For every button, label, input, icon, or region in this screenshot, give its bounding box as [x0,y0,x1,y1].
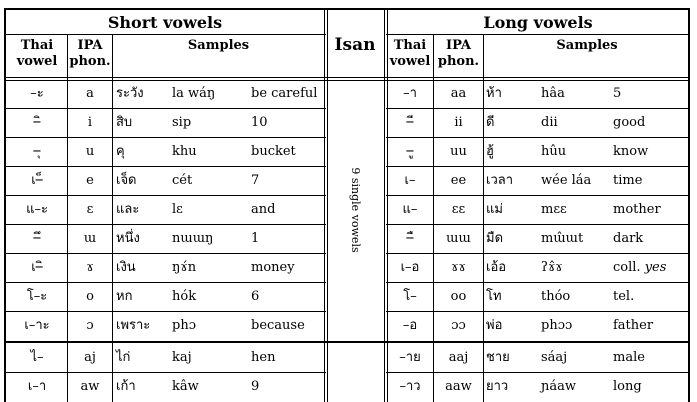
short-vowels-title: Short vowels [107,13,223,32]
table-cell-s-ipa: a [86,86,94,101]
table-cell-s-gloss: 9 [251,379,260,394]
table-cell-l-ipa: oo [450,289,467,304]
table-cell-l-gloss: long [613,379,642,394]
table-cell-s-thai: –ึ [33,231,41,246]
table-cell-s-trans: khu [172,144,197,159]
table-cell-l-gloss: father [613,318,654,333]
table-cell-s-word: เงิน [116,260,136,275]
table-cell-s-thai: เ–็ [31,173,43,188]
table-cell-l-word: พ่อ [486,318,503,333]
table-cell-l-gloss: tel. [613,289,635,304]
table-cell-s-ipa: ɔ [86,318,94,333]
table-cell-s-ipa: aj [84,350,96,365]
isan-heading: Isan [334,35,376,55]
col-divider-isan-left [324,10,328,402]
table-cell-s-thai: เ–ิ [31,260,43,275]
table-cell-s-trans: hók [172,289,197,304]
table-cell-l-gloss: time [613,173,643,188]
table-cell-s-ipa: e [86,173,94,188]
table-cell-l-gloss: dark [613,231,644,246]
table-cell-l-trans: wée láa [541,173,592,188]
table-cell-s-word: หก [116,289,133,304]
table-cell-l-word: ชาย [486,350,510,365]
table-cell-s-ipa: ɤ [86,260,94,275]
table-cell-s-ipa: o [86,289,94,304]
table-cell-s-word: ระวัง [116,86,144,101]
row-divider [6,195,326,196]
table-cell-l-trans: phɔɔ [541,318,573,333]
table-cell-l-ipa: ii [454,115,463,130]
table-cell-l-ipa: ɯɯ [446,231,471,246]
table-cell-s-gloss: and [251,202,276,217]
header-divider [6,77,690,81]
samples-header: Samples [556,38,618,53]
ipa-phon-header: IPA phon. [69,38,111,69]
row-divider [386,224,690,225]
table-cell-l-trans: thóo [541,289,571,304]
long-vowels-title: Long vowels [483,13,593,32]
table-cell-l-ipa: aaw [445,379,472,394]
row-divider [386,137,690,138]
table-cell-s-word: เพราะ [116,318,151,333]
table-cell-l-word: ยาว [486,379,509,394]
row-divider [386,34,690,35]
table-cell-s-trans: la wáŋ [172,86,216,101]
table-cell-s-gloss: hen [251,350,276,365]
table-cell-l-thai: แ– [402,202,418,217]
table-cell-s-trans: phɔ [172,318,196,333]
table-cell-l-word: แม่ [486,202,503,217]
table-cell-s-thai: โ–ะ [26,289,48,304]
table-cell-s-thai: –ะ [30,86,44,101]
table-cell-s-thai: ไ– [30,350,44,365]
col-divider [112,34,113,402]
table-cell-l-ipa: ɛɛ [451,202,466,217]
table-cell-s-ipa: ɯ [83,231,97,246]
table-cell-l-trans: mɛɛ [541,202,567,217]
table-cell-l-trans: mɯ̂ɯt [541,231,584,246]
table-cell-s-trans: kâw [172,379,199,394]
table-cell-s-gloss: be careful [251,86,318,101]
samples-header: Samples [187,38,250,53]
table-cell-l-word: เอ้อ [486,260,507,275]
thai-vowel-header: Thai vowel [389,38,431,69]
table-cell-l-thai: –า [403,86,417,101]
table-cell-s-ipa: aw [80,379,100,394]
table-cell-l-gloss: male [613,350,645,365]
table-cell-l-thai: –าย [399,350,421,365]
row-divider [386,195,690,196]
row-divider [6,311,326,312]
table-cell-l-gloss: good [613,115,646,130]
row-divider [6,137,326,138]
table-cell-s-ipa: ɛ [86,202,94,217]
table-cell-l-gloss [613,261,689,275]
single-vowels-note: 9 single vowels [349,167,362,253]
table-cell-s-gloss: 10 [251,115,268,130]
table-cell-l-thai: –ี [406,115,414,130]
table-cell-l-word: ฮู้ [486,144,494,159]
table-cell-l-word: โท [486,289,502,304]
row-divider [386,311,690,312]
table-cell-l-ipa: ɤɤ [451,260,466,275]
row-divider [6,34,326,35]
table-cell-l-gloss: 5 [613,86,622,101]
row-divider [6,224,326,225]
table-cell-l-thai: –ู [406,144,414,159]
table-cell-s-word: สิบ [116,115,133,130]
table-cell-l-ipa: ee [450,173,467,188]
table-cell-s-gloss: money [251,260,295,275]
row-divider [386,253,690,254]
table-cell-s-gloss: bucket [251,144,296,159]
row-divider [6,253,326,254]
row-divider [386,372,690,373]
row-divider [6,108,326,109]
table-cell-l-thai: –าว [399,379,421,394]
table-cell-s-gloss: 6 [251,289,260,304]
table-cell-l-trans: sáaj [541,350,568,365]
table-cell-s-gloss: 1 [251,231,260,246]
table-cell-s-trans: kaj [172,350,192,365]
row-divider [386,282,690,283]
table-cell-l-trans: ʔɤ̂ɤ [541,260,563,275]
col-divider [483,34,484,402]
ipa-phon-header: IPA phon. [437,38,480,69]
table-cell-l-trans: hûu [541,144,567,159]
row-divider [6,282,326,283]
table-cell-s-thai: แ–ะ [26,202,48,217]
table-cell-s-trans: ŋɤ́n [172,260,197,275]
table-cell-s-word: เจ็ด [116,173,137,188]
table-cell-s-gloss: 7 [251,173,260,188]
row-divider [6,372,326,373]
row-divider [386,108,690,109]
gloss-emphasis: yes [644,260,667,275]
row-divider [386,166,690,167]
row-divider [6,166,326,167]
table-cell-l-trans: ɲáaw [541,379,576,394]
table-cell-s-word: ไก่ [116,350,131,365]
gloss-text: coll. [613,260,645,275]
table-cell-l-gloss: know [613,144,649,159]
table-cell-l-ipa: ɔɔ [451,318,466,333]
table-cell-s-trans: nɯɯŋ [172,231,214,246]
table-cell-s-thai: –ิ [33,115,41,130]
table-cell-l-thai: โ– [403,289,417,304]
group-divider [6,341,690,343]
thai-vowel-header: Thai vowel [16,38,58,69]
table-cell-s-word: หนึ่ง [116,231,140,246]
table-cell-l-thai: เ–อ [400,260,420,275]
table-cell-l-trans: dii [541,115,558,130]
table-cell-l-ipa: aa [450,86,467,101]
table-cell-s-word: และ [116,202,140,217]
table-cell-l-thai: –ื [406,231,414,246]
table-cell-s-thai: –ุ [33,144,41,159]
table-cell-s-word: เก้า [116,379,136,394]
table-cell-s-thai: เ–า [27,379,47,394]
table-cell-s-ipa: u [85,144,95,159]
table-cell-l-ipa: aaj [448,350,469,365]
table-cell-s-trans: cét [172,173,193,188]
table-cell-l-gloss: mother [613,202,661,217]
table-cell-s-trans: sip [172,115,192,130]
table-cell-l-thai: เ– [404,173,416,188]
table-cell-s-word: คุ [116,144,125,159]
table-cell-l-word: มืด [486,231,504,246]
table-cell-l-ipa: uu [450,144,467,159]
table-cell-l-word: เวลา [486,173,514,188]
table-cell-s-trans: lɛ [172,202,183,217]
table-cell-l-word: ห้า [486,86,502,101]
table-cell-s-ipa: i [87,115,93,130]
table-cell-s-thai: เ–าะ [24,318,50,333]
table-cell-l-word: ดี [486,115,495,130]
table-cell-l-trans: hâa [541,86,565,101]
table-cell-s-gloss: because [251,318,305,333]
vowel-table [4,8,690,402]
table-cell-l-thai: –อ [402,318,418,333]
